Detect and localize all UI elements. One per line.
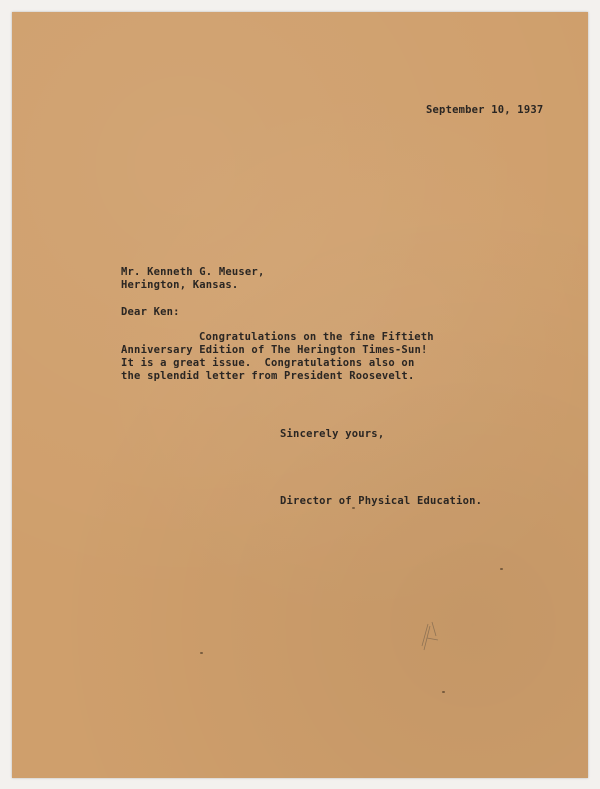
- recipient-location: Herington, Kansas.: [121, 279, 239, 291]
- closing: Sincerely yours,: [280, 428, 385, 440]
- paper-speck: [200, 652, 203, 654]
- salutation: Dear Ken:: [121, 306, 180, 318]
- signature-title: Director of Physical Education.: [280, 495, 483, 507]
- letter-date: September 10, 1937: [426, 104, 544, 116]
- letter-page: [12, 12, 588, 778]
- recipient-name: Mr. Kenneth G. Meuser,: [121, 266, 265, 278]
- body-line-2: Anniversary Edition of The Herington Times-Sun!: [121, 344, 428, 356]
- paper-speck: [352, 507, 355, 509]
- body-line-4: the splendid letter from President Roosevelt.: [121, 370, 415, 382]
- pencil-mark-icon: [418, 616, 442, 656]
- paper-speck: [442, 691, 445, 693]
- body-line-3: It is a great issue. Congratulations also on: [121, 357, 415, 369]
- paper-speck: [500, 568, 503, 570]
- body-line-1: Congratulations on the fine Fiftieth: [199, 331, 434, 343]
